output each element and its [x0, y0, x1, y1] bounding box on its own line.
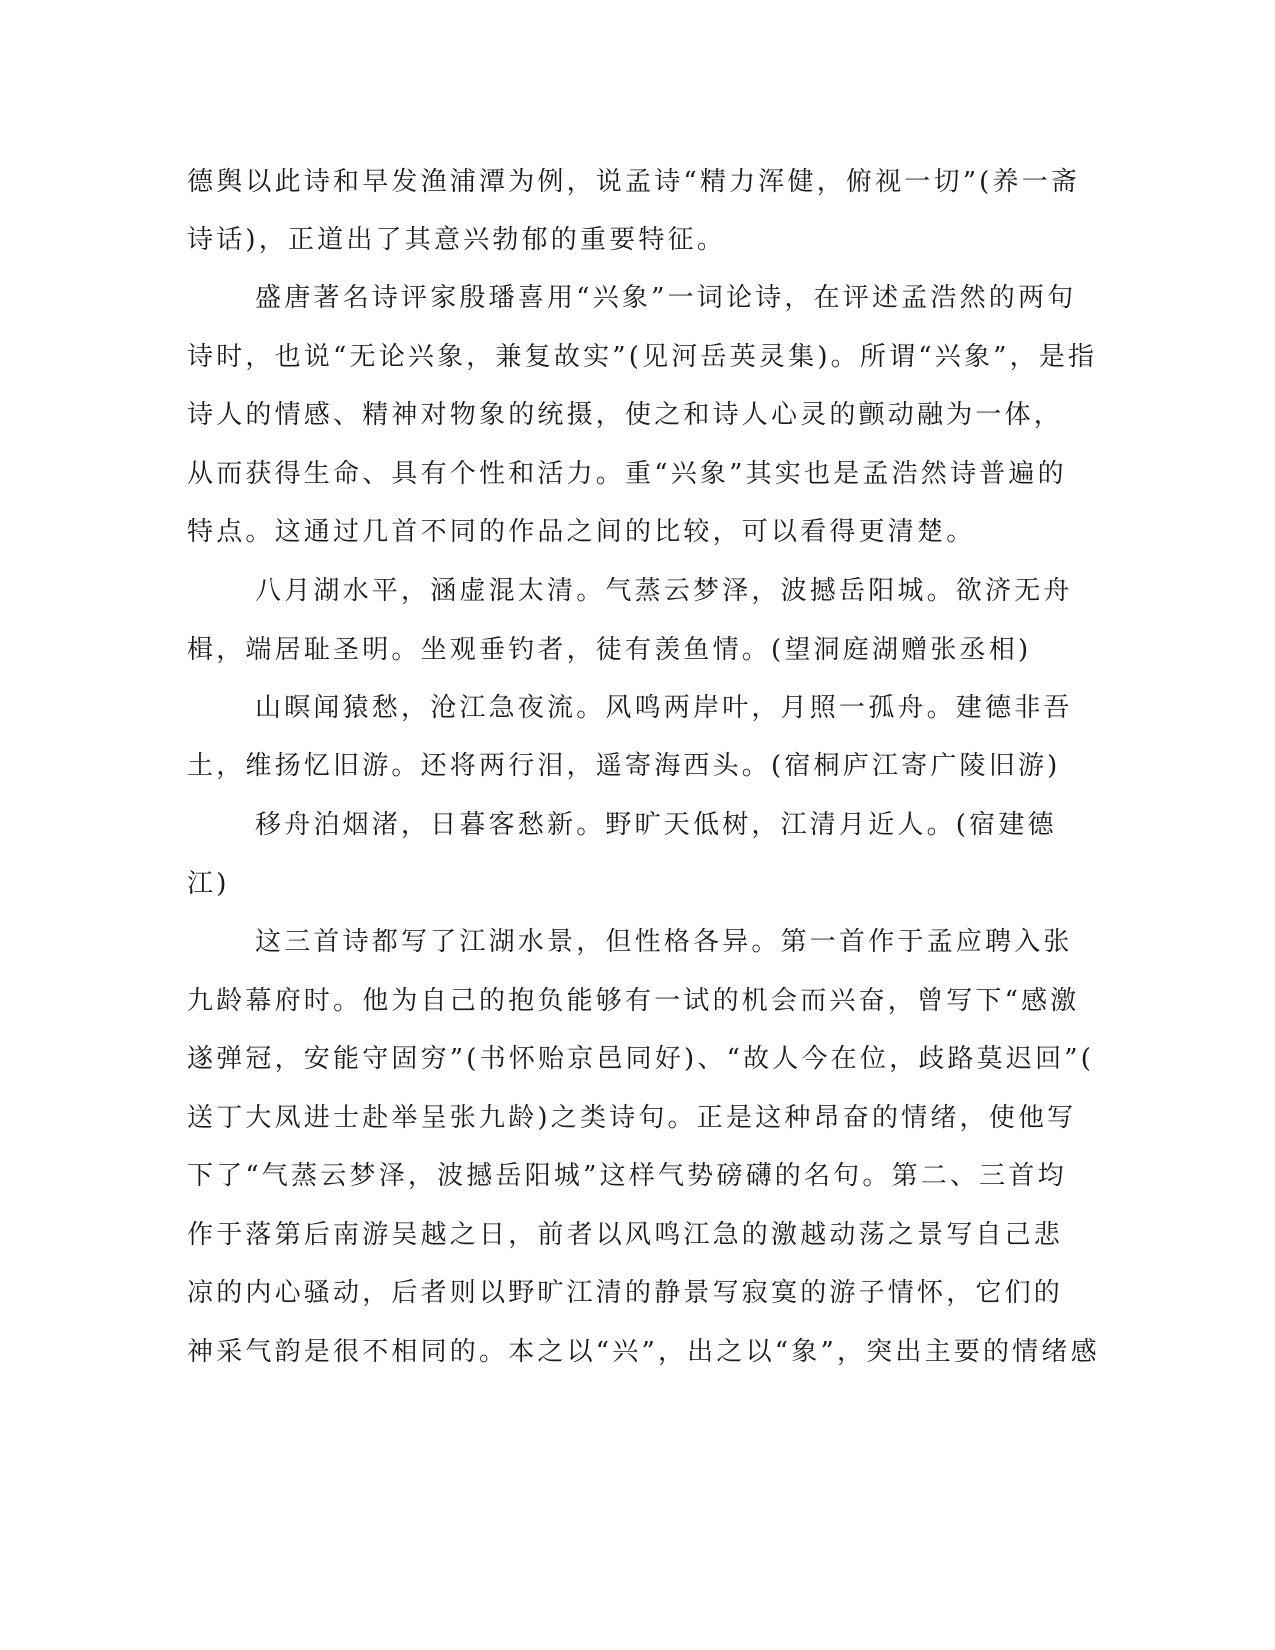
- text-line: 九龄幕府时。他为自己的抱负能够有一试的机会而兴奋，曾写下“感激: [187, 986, 1080, 1016]
- paragraph-start-line: 盛唐著名诗评家殷璠喜用“兴象”一词论诗，在评述孟浩然的两句: [255, 283, 1077, 313]
- text-line: 特点。这通过几首不同的作品之间的比较，可以看得更清楚。: [187, 517, 976, 547]
- text-line: 下了“气蒸云梦泽，波撼岳阳城”这样气势磅礴的名句。第二、三首均: [187, 1161, 1067, 1191]
- paragraph-start-line: 这三首诗都写了江湖水景，但性格各异。第一首作于孟应聘入张: [255, 927, 1073, 957]
- text-line: 诗时，也说“无论兴象，兼复故实”(见河岳英灵集)。所谓“兴象”，是指: [187, 342, 1098, 372]
- text-line: 诗人的情感、精神对物象的统摄，使之和诗人心灵的颤动融为一体，: [187, 400, 1064, 430]
- text-line: 凉的内心骚动，后者则以野旷江清的静景写寂寞的游子情怀，它们的: [187, 1278, 1064, 1308]
- text-line: 从而获得生命、具有个性和活力。重“兴象”其实也是孟浩然诗普遍的: [187, 459, 1067, 489]
- text-line: 诗话)，正道出了其意兴勃郁的重要特征。: [187, 225, 726, 255]
- text-line: 神采气韵是很不相同的。本之以“兴”，出之以“象”，突出主要的情绪感: [187, 1337, 1100, 1367]
- poem-line: 山暝闻猿愁，沧江急夜流。风鸣两岸叶，月照一孤舟。建德非吾: [255, 693, 1073, 723]
- poem-line: 江): [187, 869, 230, 899]
- poem-line: 土，维扬忆旧游。还将两行泪，遥寄海西头。(宿桐庐江寄广陵旧游): [187, 751, 1061, 781]
- text-line: 作于落第后南游吴越之日，前者以风鸣江急的激越动荡之景写自己悲: [187, 1220, 1064, 1250]
- text-line: 送丁大凤进士赴举呈张九龄)之类诗句。正是这种昂奋的情绪，使他写: [187, 1103, 1077, 1133]
- text-line: 德舆以此诗和早发渔浦潭为例，说孟诗“精力浑健，俯视一切”(养一斋: [187, 167, 1081, 197]
- poem-line: 楫，端居耻圣明。坐观垂钓者，徒有羡鱼情。(望洞庭湖赠张丞相): [187, 635, 1032, 665]
- poem-line: 移舟泊烟渚，日暮客愁新。野旷天低树，江清月近人。(宿建德: [255, 810, 1057, 840]
- poem-line: 八月湖水平，涵虚混太清。气蒸云梦泽，波撼岳阳城。欲济无舟: [255, 576, 1073, 606]
- text-line: 遂弹冠，安能守固穷”(书怀贻京邑同好)、“故人今在位，歧路莫迟回”(: [187, 1044, 1095, 1074]
